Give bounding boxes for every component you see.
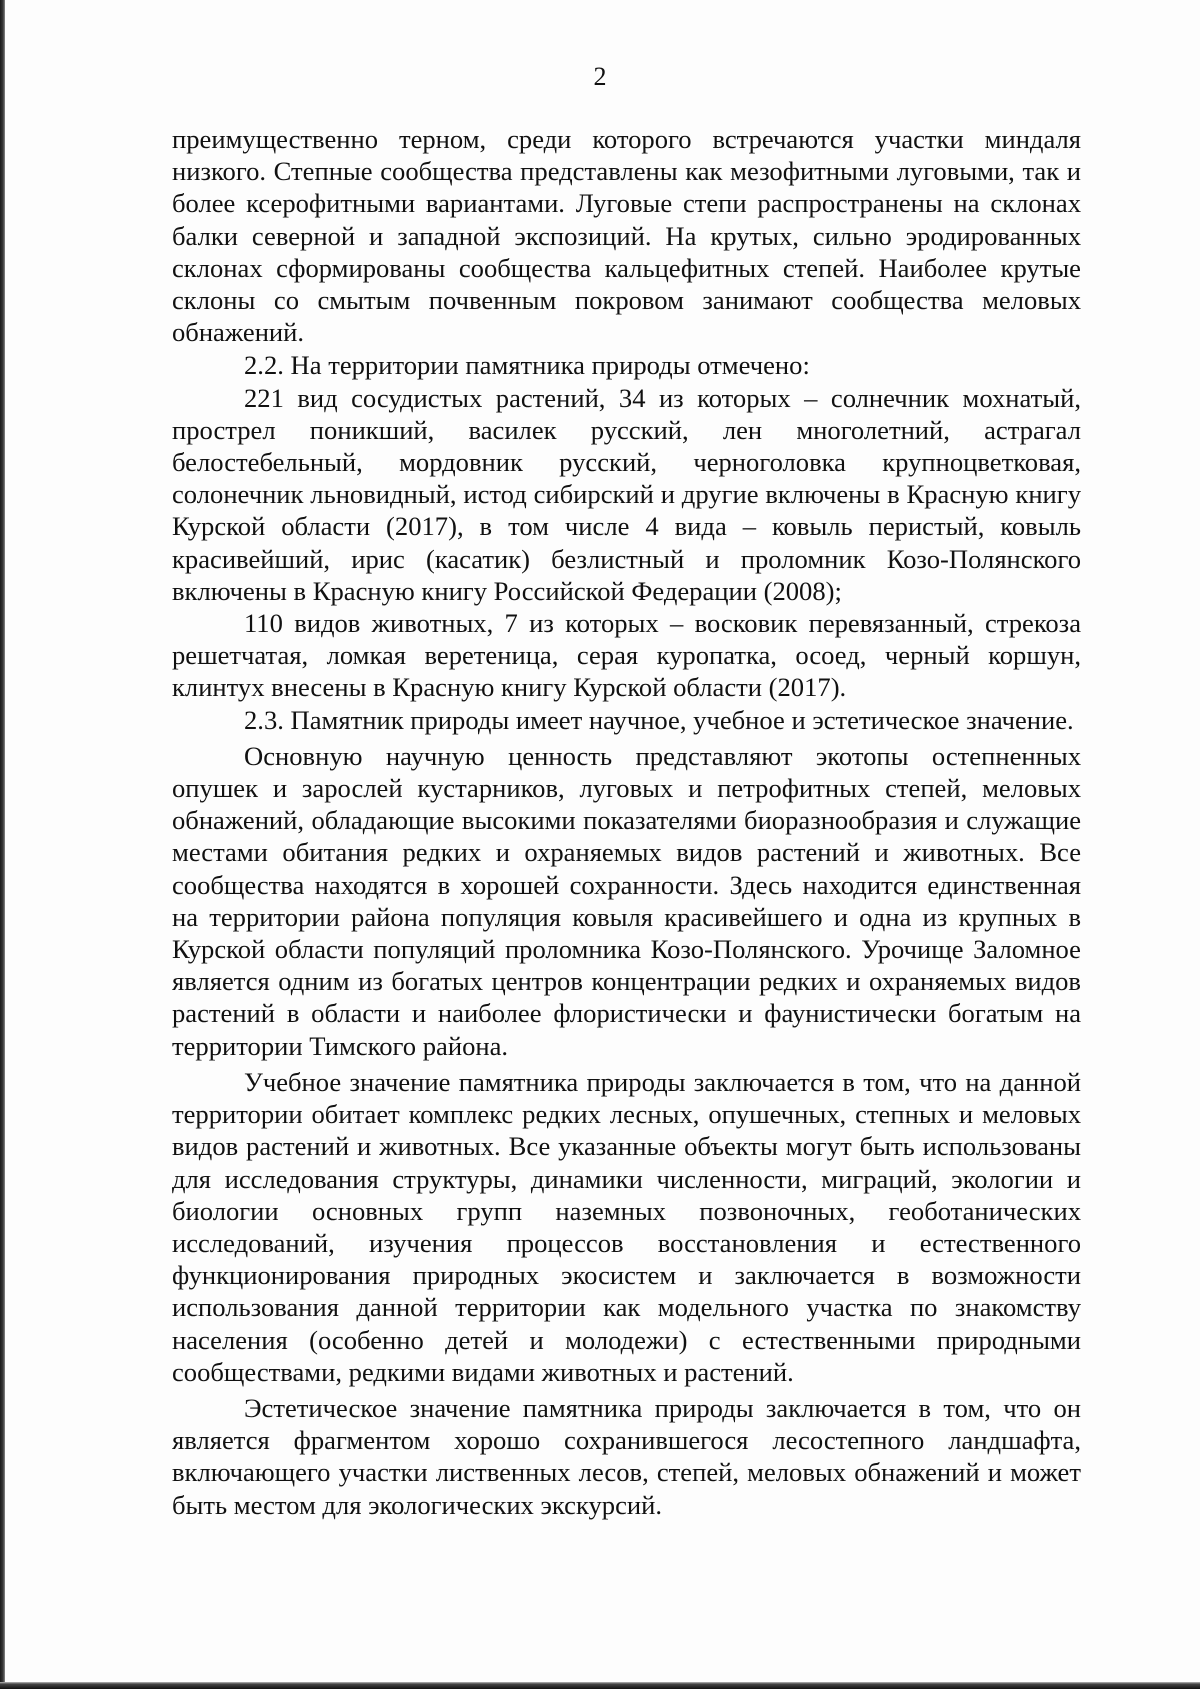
page-number: 2 [593, 62, 607, 91]
paragraph-aesthetic-value: Эстетическое значение памятника природы заключается в том, что он является фрагментом хорошо сохранившегося лесостепного ландшафта, включающего участки лиственных лесов, степей, меловых обнажений и может быть местом для экологических экскурсий. [172, 1392, 1081, 1520]
paragraph-educational-value: Учебное значение памятника природы заключается в том, что на данной территории обитает комплекс редких лесных, опушечных, степных и меловых видов растений и животных. Все указанные объекты могут быть использованы для исследования структуры, динамики численности, миграций, экологии и биологии основных групп наземных позвоночных, геоботанических исследований, изучения процессов восстановления и естественного функционирования природных экосистем и заключается в возможности использования данной территории как модельного участка по знакомству населения (особенно детей и молодежи) с естественными природными сообществами, редкими видами животных и растений. [172, 1066, 1081, 1387]
paragraph-plants: 221 вид сосудистых растений, 34 из которых – солнечник мохнатый, прострел поникший, василек русский, лен многолетний, астрагал белостебельный, мордовник русский, черноголовка крупноцветковая, солонечник льновидный, истод сибирский и другие включены в Красную книгу Курской области (2017), в том числе 4 вида – ковыль перистый, ковыль красивейший, ирис (касатик) безлистный и проломник Козо-Полянского включены в Красную книгу Российской Федерации (2008); [172, 382, 1081, 606]
scan-bottom-edge [0, 1682, 1200, 1689]
paragraph-vegetation: преимущественно терном, среди которого встречаются участки миндаля низкого. Степные сообщества представлены как мезофитными луговыми, так и более ксерофитными вариантами. Луговые степи распространены на склонах балки северной и западной экспозиций. На крутых, сильно эродированных склонах сформированы сообщества кальцефитных степей. Наиболее крутые склоны со смытым почвенным покровом занимают сообщества меловых обнажений. [172, 124, 1081, 348]
paragraph-section-2-2: 2.2. На территории памятника природы отмечено: [244, 350, 810, 381]
paragraph-scientific-value: Основную научную ценность представляют экотопы остепненных опушек и зарослей кустарников, луговых и петрофитных степей, меловых обнажений, обладающие высокими показателями биоразнообразия и служащие местами обитания редких и охраняемых видов растений и животных. Все сообщества находятся в хорошей сохранности. Здесь находится единственная на территории района популяция ковыля красивейшего и одна из крупных в Курской области популяций проломника Козо-Полянского. Урочище Заломное является одним из богатых центров концентрации редких и охраняемых видов растений в области и наиболее флористически и фаунистически богатым на территории Тимского района. [172, 740, 1081, 1061]
document-body [172, 123, 1081, 1521]
paragraph-section-2-3: 2.3. Памятник природы имеет научное, учебное и эстетическое значение. [244, 704, 1074, 735]
paragraph-animals: 110 видов животных, 7 из которых – восковик перевязанный, стрекоза решетчатая, ломкая веретеница, серая куропатка, осоед, черный коршун, клинтух внесены в Красную книгу Курской области (2017). [172, 608, 1081, 703]
scan-left-edge [0, 0, 5, 1689]
